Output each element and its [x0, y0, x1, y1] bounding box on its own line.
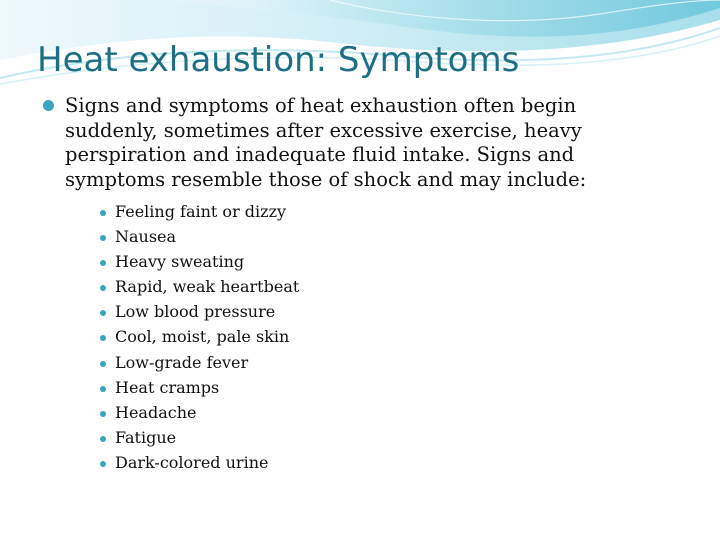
bullet-dot-icon	[100, 386, 106, 392]
list-item	[100, 450, 299, 475]
bullet-dot-icon	[100, 361, 106, 367]
list-item	[100, 324, 299, 349]
list-item	[100, 224, 299, 249]
symptom-text: Dark-colored urine	[115, 452, 269, 472]
list-item	[100, 274, 299, 299]
symptom-text: Cool, moist, pale skin	[115, 327, 290, 347]
list-item	[100, 350, 299, 375]
symptom-text: Nausea	[115, 227, 177, 247]
bullet-dot-icon	[100, 436, 106, 442]
symptom-text: Low blood pressure	[115, 302, 276, 322]
symptom-text: Low-grade fever	[115, 352, 249, 372]
bullet-dot-icon	[100, 260, 106, 266]
bullet-dot-icon	[100, 285, 106, 291]
intro-bullet	[38, 94, 638, 192]
bullet-dot-icon	[100, 210, 106, 216]
list-item	[100, 425, 299, 450]
symptom-text: Rapid, weak heartbeat	[115, 277, 300, 297]
list-item	[100, 400, 299, 425]
list-item	[100, 299, 299, 324]
symptom-text: Heavy sweating	[115, 252, 245, 272]
list-item	[100, 375, 299, 400]
symptom-text: Feeling faint or dizzy	[115, 202, 287, 221]
bullet-dot-icon	[100, 235, 106, 241]
bullet-dot-icon	[100, 335, 106, 341]
bullet-dot-icon	[100, 411, 106, 417]
symptom-list	[100, 199, 299, 475]
symptom-text: Headache	[115, 402, 197, 422]
intro-text: Signs and symptoms of heat exhaustion often begin suddenly, sometimes after excessive exercise, heavy perspiration and inadequate fluid intake. Signs and symptoms resemble those of shock and may include:	[65, 94, 587, 191]
bullet-dot-icon	[43, 100, 54, 111]
list-item	[100, 199, 299, 224]
bullet-dot-icon	[100, 461, 106, 467]
list-item	[100, 249, 299, 274]
symptom-text: Heat cramps	[115, 377, 220, 397]
symptom-text: Fatigue	[115, 427, 177, 447]
slide-title: Heat exhaustion: Symptoms	[37, 40, 520, 80]
bullet-dot-icon	[100, 310, 106, 316]
